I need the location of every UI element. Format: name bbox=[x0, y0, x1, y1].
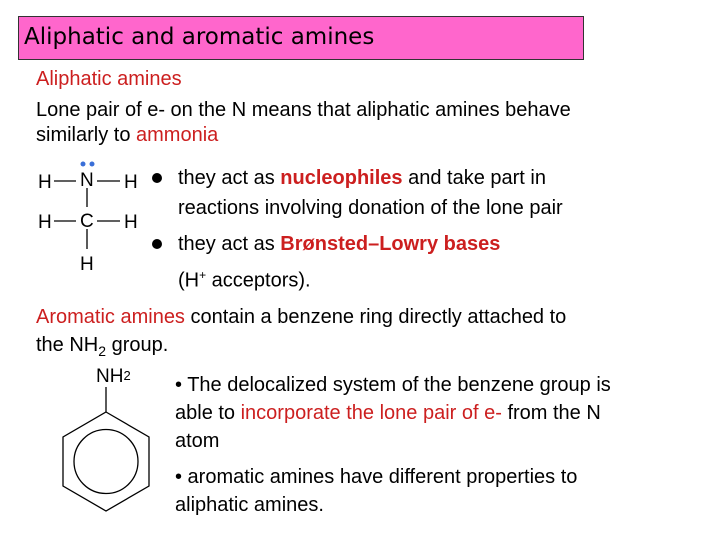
atom-h: H bbox=[38, 172, 52, 193]
atom-h: H bbox=[124, 212, 138, 233]
ammonia-highlight: ammonia bbox=[136, 124, 219, 146]
nh2-subscript: 2 bbox=[123, 368, 131, 383]
nucleophiles-highlight: nucleophiles bbox=[280, 167, 403, 189]
atom-h: H bbox=[80, 254, 94, 275]
plus-sup: + bbox=[199, 268, 207, 282]
aromatic-amines-highlight: Aromatic amines bbox=[36, 306, 185, 328]
nh2-label bbox=[96, 366, 131, 387]
bullet-dot bbox=[152, 173, 162, 183]
aromatic-point2-line1: • aromatic amines have different properties to bbox=[175, 466, 578, 488]
aromatic-line2-prefix: the NH bbox=[36, 334, 99, 356]
aromatic-line1-suffix: contain a benzene ring directly attached to bbox=[184, 306, 567, 328]
bullet-2-line1 bbox=[178, 232, 500, 256]
bullet-2-prefix: they act as bbox=[178, 233, 281, 255]
methylamine-structure bbox=[30, 155, 150, 280]
aromatic-point2-line2: aliphatic amines. bbox=[175, 494, 324, 516]
aromatic-point1-line3: atom bbox=[175, 430, 220, 452]
aniline-structure bbox=[50, 360, 170, 520]
bullet-1-line2: reactions involving donation of the lone pair bbox=[178, 197, 563, 219]
aromatic-point1-line2 bbox=[175, 401, 601, 425]
aromatic-line2-suffix: group. bbox=[106, 334, 169, 356]
slide-title: Aliphatic and aromatic amines bbox=[24, 24, 375, 50]
bullet-dot bbox=[152, 239, 162, 249]
atom-h: H bbox=[38, 212, 52, 233]
intro-prefix: similarly to bbox=[36, 124, 137, 146]
bullet-1-line1 bbox=[178, 166, 546, 190]
aromatic-circle bbox=[74, 430, 138, 494]
aliphatic-intro-line2 bbox=[36, 123, 218, 147]
aromatic-point1-line1: • The delocalized system of the benzene group is bbox=[175, 374, 611, 396]
benzene-ring bbox=[63, 412, 149, 511]
bullet-2-line2-suffix: acceptors). bbox=[206, 269, 311, 292]
aliphatic-heading: Aliphatic amines bbox=[36, 68, 182, 90]
lone-pair-dot bbox=[81, 162, 86, 167]
aromatic-line1 bbox=[36, 305, 566, 329]
bullet-2-line2 bbox=[178, 263, 311, 293]
aliphatic-intro-line1: Lone pair of e- on the N means that aliphatic amines behave bbox=[36, 99, 571, 121]
nh2-main: NH bbox=[96, 366, 124, 387]
atom-h: H bbox=[124, 172, 138, 193]
point1-prefix: able to bbox=[175, 402, 241, 424]
lone-pair-highlight: incorporate the lone pair of e- bbox=[240, 402, 502, 424]
lone-pair-dot bbox=[90, 162, 95, 167]
bronsted-highlight: Brønsted–Lowry bases bbox=[280, 233, 501, 255]
bullet-1-prefix: they act as bbox=[178, 167, 281, 189]
atom-n: N bbox=[80, 170, 94, 191]
nh2-sub: 2 bbox=[98, 343, 107, 359]
bullet-1-suffix: and take part in bbox=[402, 167, 546, 189]
bullet-2-line2-prefix: (H bbox=[178, 269, 200, 292]
point1-suffix: from the N bbox=[501, 402, 601, 424]
aromatic-line2 bbox=[36, 333, 168, 363]
atom-c: C bbox=[80, 211, 94, 232]
